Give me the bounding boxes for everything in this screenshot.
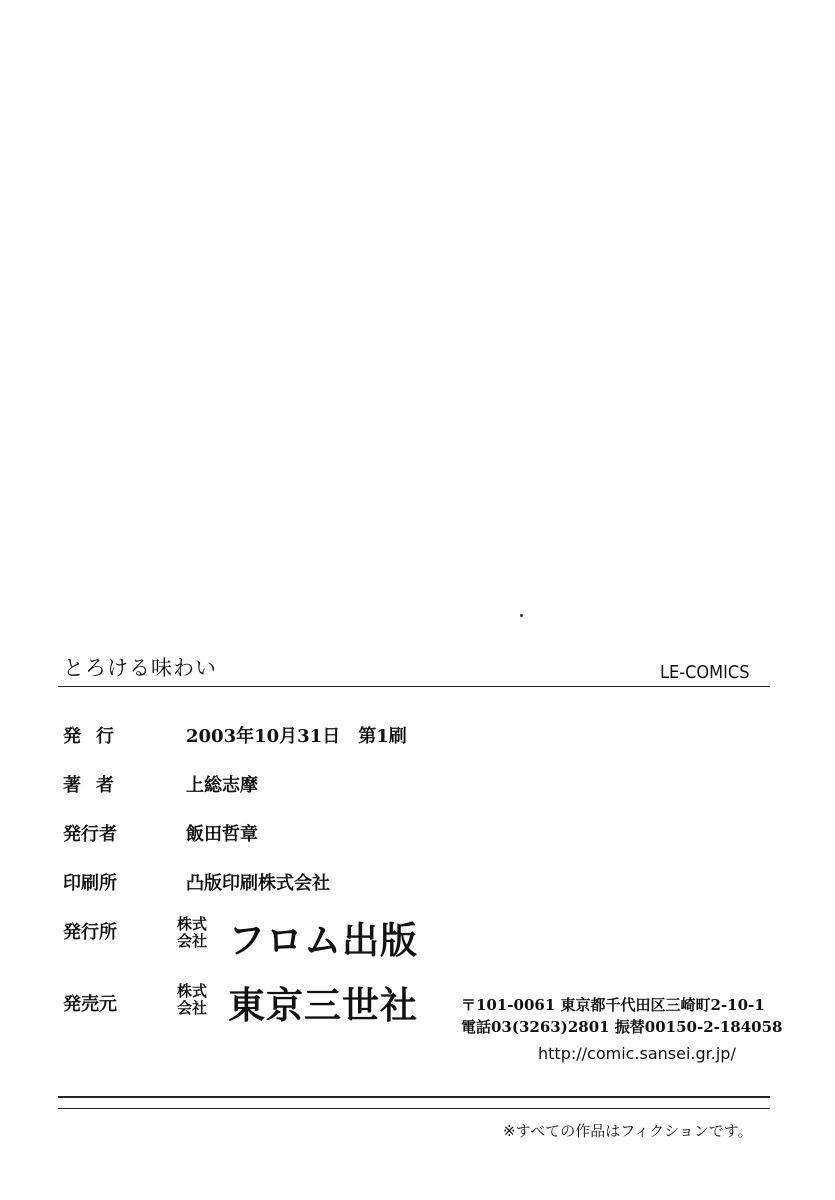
publication-label: 発行 bbox=[63, 726, 129, 747]
publisher-company-name: フロム出版 bbox=[228, 919, 418, 962]
author-value: 上総志摩 bbox=[186, 775, 258, 796]
top-divider bbox=[58, 686, 770, 687]
bottom-divider-thick bbox=[58, 1096, 770, 1098]
bottom-divider-thin bbox=[58, 1108, 770, 1109]
distributor-kk-top: 株式 bbox=[177, 982, 208, 1000]
publisher-person-value: 飯田哲章 bbox=[186, 824, 258, 845]
distributor-url: http://comic.sansei.gr.jp/ bbox=[538, 1044, 736, 1063]
publisher-person-label: 発行者 bbox=[63, 824, 117, 845]
printer-label: 印刷所 bbox=[63, 873, 117, 894]
distributor-kk-mark bbox=[177, 983, 217, 1017]
publication-edition: 第1刷 bbox=[358, 726, 407, 747]
publisher-kk-bottom: 会社 bbox=[177, 932, 208, 950]
author-label: 著者 bbox=[63, 775, 129, 796]
imprint-label: LE-COMICS bbox=[660, 662, 750, 683]
publisher-kk-top: 株式 bbox=[177, 915, 208, 933]
book-title: とろける味わい bbox=[63, 656, 217, 680]
distributor-kk-bottom: 会社 bbox=[177, 999, 208, 1017]
publication-value bbox=[186, 722, 407, 748]
print-speck bbox=[520, 614, 523, 617]
publication-date: 2003年10月31日 bbox=[186, 726, 341, 747]
distributor-label: 発売元 bbox=[63, 994, 117, 1015]
publisher-company-label: 発行所 bbox=[63, 922, 117, 943]
fiction-disclaimer: ※すべての作品はフィクションです。 bbox=[503, 1122, 753, 1140]
distributor-address: 〒101-0061 東京都千代田区三崎町2-10-1 bbox=[461, 996, 765, 1014]
printer-value: 凸版印刷株式会社 bbox=[186, 873, 330, 894]
distributor-company-name: 東京三世社 bbox=[228, 984, 418, 1027]
publisher-kk-mark bbox=[177, 916, 217, 950]
distributor-phone: 電話03(3263)2801 振替00150-2-184058 bbox=[461, 1018, 783, 1036]
